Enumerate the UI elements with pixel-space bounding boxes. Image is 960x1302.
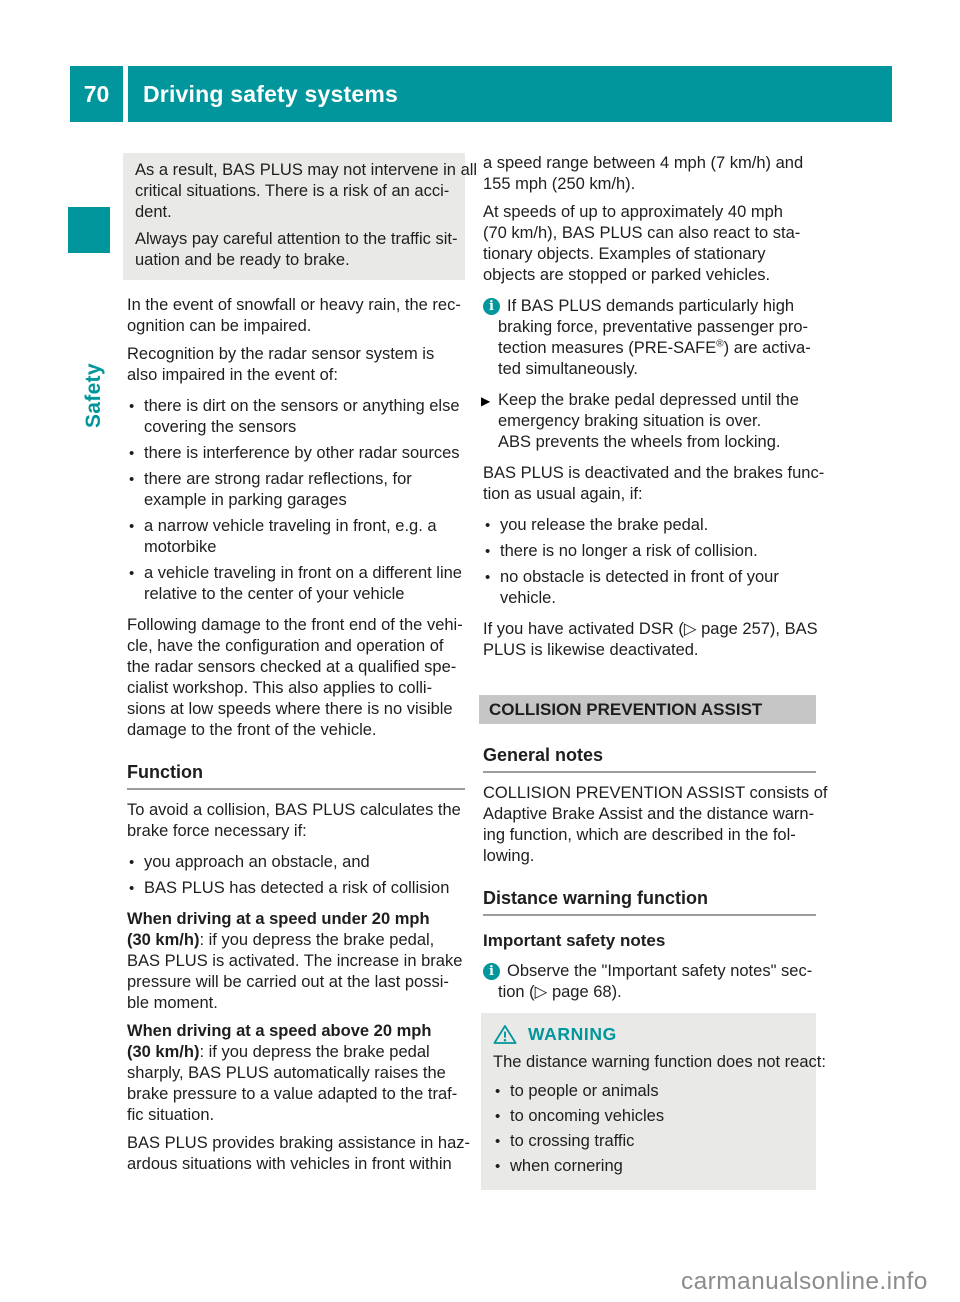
- warning-box: [481, 1013, 826, 1190]
- text-line: braking force, preventative passenger pro-: [498, 318, 809, 336]
- text-line: pressure will be carried out at the last possi-: [127, 973, 449, 991]
- info-icon: i: [483, 963, 500, 980]
- text-segment: (30 km/h): [127, 931, 200, 949]
- bullet-item: [127, 443, 465, 464]
- paragraph: [483, 783, 828, 867]
- bullet-icon: •: [495, 1133, 501, 1150]
- paragraph: [127, 909, 465, 1014]
- bullet-item: [127, 878, 465, 899]
- bullet-text: [510, 1106, 806, 1127]
- bullet-icon: •: [129, 880, 135, 897]
- bullet-icon: •: [129, 471, 135, 488]
- text-line: to crossing traffic: [510, 1132, 635, 1150]
- paragraph: [483, 463, 825, 505]
- text-line: [127, 930, 465, 951]
- instruction-step: [483, 390, 816, 453]
- bullet-text: [510, 1156, 806, 1177]
- text-segment: (30 km/h): [127, 1043, 200, 1061]
- paragraph: [483, 202, 816, 286]
- paragraph: [127, 1133, 471, 1175]
- text-line: vehicle.: [500, 589, 556, 607]
- bullet-text: [510, 1081, 806, 1102]
- text-line: emergency braking situation is over.: [498, 412, 762, 430]
- text-line: ardous situations with vehicles in front within: [127, 1155, 452, 1173]
- text-line: example in parking garages: [144, 491, 347, 509]
- text-line: motorbike: [144, 538, 217, 556]
- bullet-item: [493, 1106, 806, 1127]
- text-line: critical situations. There is a risk of an acci-: [135, 182, 450, 200]
- bullet-item: [483, 541, 816, 562]
- text-line: a vehicle traveling in front on a different line: [144, 564, 462, 582]
- text-line: [127, 909, 465, 930]
- bullet-text: [500, 515, 816, 536]
- text-line: Always pay careful attention to the traffic sit-: [135, 230, 458, 248]
- text-line: brake force necessary if:: [127, 822, 307, 840]
- text-line: brake pressure to a value adapted to the traf-: [127, 1085, 458, 1103]
- text-line: PLUS is likewise deactivated.: [483, 641, 699, 659]
- info-icon: i: [483, 298, 500, 315]
- paragraph: [135, 229, 458, 271]
- text-line: no obstacle is detected in front of your: [500, 568, 779, 586]
- text-line: objects are stopped or parked vehicles.: [483, 266, 771, 284]
- text-line: Following damage to the front end of the vehi-: [127, 616, 463, 634]
- chapter-sidebar-label: Safety: [82, 363, 105, 428]
- bullet-text: [144, 563, 465, 605]
- bullet-text: [144, 469, 465, 511]
- paragraph: [127, 800, 465, 842]
- bullet-item: [127, 516, 465, 558]
- text-line: cle, have the configuration and operation of: [127, 637, 444, 655]
- text-segment: When driving at a speed under 20 mph: [127, 910, 430, 928]
- bullet-icon: •: [495, 1108, 501, 1125]
- bullet-text: [144, 443, 465, 464]
- bullet-text: [500, 567, 816, 609]
- info-note: [483, 961, 816, 1003]
- text-line: Observe the "Important safety notes" sec-: [507, 962, 813, 980]
- text-line: COLLISION PREVENTION ASSIST consists of: [483, 784, 828, 802]
- text-line: to oncoming vehicles: [510, 1107, 665, 1125]
- section-title-bar: COLLISION PREVENTION ASSIST: [479, 695, 816, 724]
- text-line: The distance warning function does not react:: [493, 1053, 826, 1071]
- bullet-item: [493, 1156, 806, 1177]
- text-line: Keep the brake pedal depressed until the: [498, 391, 799, 409]
- bullet-icon: •: [129, 565, 135, 582]
- text-line: you approach an obstacle, and: [144, 853, 370, 871]
- text-line: tion (▷ page 68).: [498, 983, 622, 1001]
- text-line: ing function, which are described in the fol-: [483, 826, 796, 844]
- text-line: ted simultaneously.: [498, 360, 639, 378]
- bullet-list: [493, 1081, 806, 1177]
- paragraph: [127, 344, 465, 386]
- section-heading: Function: [127, 761, 465, 790]
- text-line: Recognition by the radar sensor system is: [127, 345, 435, 363]
- paragraph: [483, 619, 816, 661]
- bullet-icon: •: [129, 445, 135, 462]
- text-line: 155 mph (250 km/h).: [483, 175, 636, 193]
- page-number-box: [70, 66, 123, 122]
- text-line: (70 km/h), BAS PLUS can also react to sta-: [483, 224, 801, 242]
- text-line: there is no longer a risk of collision.: [500, 542, 758, 560]
- text-line: sions at low speeds where there is no visible: [127, 700, 453, 718]
- warning-header: [493, 1024, 806, 1045]
- bullet-icon: •: [129, 518, 135, 535]
- right-column: [481, 153, 828, 1190]
- bullet-item: [493, 1081, 806, 1102]
- text-line: cialist workshop. This also applies to colli-: [127, 679, 433, 697]
- bullet-icon: •: [485, 543, 491, 560]
- text-line: ognition can be impaired.: [127, 317, 312, 335]
- paragraph: [127, 295, 465, 337]
- warning-label: WARNING: [528, 1024, 617, 1044]
- text-line: Adaptive Brake Assist and the distance warn-: [483, 805, 815, 823]
- bullet-icon: •: [495, 1083, 501, 1100]
- text-line: If BAS PLUS demands particularly high: [507, 297, 795, 315]
- page-number: 70: [83, 80, 110, 107]
- bullet-text: [144, 878, 465, 899]
- text-line: ABS prevents the wheels from locking.: [498, 433, 781, 451]
- text-line: BAS PLUS is activated. The increase in brake: [127, 952, 463, 970]
- text-line: there is dirt on the sensors or anything else: [144, 397, 460, 415]
- warning-triangle-icon: [493, 1024, 517, 1045]
- text-line: sharply, BAS PLUS automatically raises the: [127, 1064, 446, 1082]
- paragraph: [127, 1021, 465, 1126]
- text-line: BAS PLUS has detected a risk of collision: [144, 879, 450, 897]
- paragraph: [135, 160, 478, 223]
- step-arrow-icon: ▶: [481, 394, 491, 408]
- bullet-item: [127, 469, 465, 511]
- text-line: tionary objects. Examples of stationary: [483, 245, 766, 263]
- bullet-list: [127, 396, 465, 605]
- bullet-icon: •: [129, 854, 135, 871]
- text-line: damage to the front of the vehicle.: [127, 721, 377, 739]
- bullet-item: [483, 515, 816, 536]
- section-heading: General notes: [483, 744, 816, 773]
- text-segment: : if you depress the brake pedal,: [199, 931, 435, 949]
- bullet-item: [127, 852, 465, 873]
- text-line: there are strong radar reflections, for: [144, 470, 412, 488]
- bullet-icon: •: [129, 398, 135, 415]
- bullet-text: [510, 1131, 806, 1152]
- text-line: [127, 1021, 465, 1042]
- text-line: BAS PLUS is deactivated and the brakes func-: [483, 464, 825, 482]
- text-segment: When driving at a speed above 20 mph: [127, 1022, 432, 1040]
- text-line: the radar sensors checked at a qualified spe-: [127, 658, 457, 676]
- bullet-text: [144, 852, 465, 873]
- bullet-icon: •: [485, 517, 491, 534]
- bullet-text: [144, 396, 465, 438]
- registered-mark: ®: [716, 338, 724, 350]
- text-line: [127, 1042, 465, 1063]
- bullet-text: [500, 541, 816, 562]
- text-line: As a result, BAS PLUS may not intervene in all: [135, 161, 478, 179]
- text-line: BAS PLUS provides braking assistance in haz-: [127, 1134, 471, 1152]
- paragraph: [127, 615, 465, 741]
- text-line: you release the brake pedal.: [500, 516, 709, 534]
- text-segment: : if you depress the brake pedal: [199, 1043, 430, 1061]
- bullet-text: [144, 516, 465, 558]
- paragraph: [483, 153, 816, 195]
- text-line: [498, 338, 816, 359]
- bullet-icon: •: [485, 569, 491, 586]
- text-line: a narrow vehicle traveling in front, e.g. a: [144, 517, 437, 535]
- text-line: covering the sensors: [144, 418, 297, 436]
- text-line: tion as usual again, if:: [483, 485, 643, 503]
- text-line: a speed range between 4 mph (7 km/h) and: [483, 154, 804, 172]
- bullet-icon: •: [495, 1158, 501, 1175]
- text-segment: ) are activa-: [723, 339, 811, 357]
- text-line: also impaired in the event of:: [127, 366, 338, 384]
- section-heading: Distance warning function: [483, 887, 816, 916]
- paragraph: [493, 1052, 826, 1073]
- text-line: To avoid a collision, BAS PLUS calculates the: [127, 801, 461, 819]
- chapter-color-tab: [68, 207, 110, 253]
- left-column: [127, 153, 478, 1182]
- text-line: lowing.: [483, 847, 535, 865]
- text-segment: tection measures (PRE-SAFE: [498, 339, 717, 357]
- chapter-title-bar: [128, 66, 892, 122]
- text-line: In the event of snowfall or heavy rain, the rec-: [127, 296, 461, 314]
- bullet-item: [493, 1131, 806, 1152]
- text-line: relative to the center of your vehicle: [144, 585, 405, 603]
- bullet-item: [127, 396, 465, 438]
- bullet-list: [127, 852, 465, 899]
- text-line: when cornering: [510, 1157, 623, 1175]
- text-line: ble moment.: [127, 994, 218, 1012]
- text-line: to people or animals: [510, 1082, 659, 1100]
- watermark: carmanualsonline.info: [681, 1268, 928, 1295]
- text-line: uation and be ready to brake.: [135, 251, 350, 269]
- info-note: [483, 296, 816, 380]
- sub-heading: Important safety notes: [483, 931, 666, 950]
- text-line: At speeds of up to approximately 40 mph: [483, 203, 783, 221]
- bullet-item: [483, 567, 816, 609]
- text-line: If you have activated DSR (▷ page 257), BAS: [483, 620, 818, 638]
- callout-box: [123, 153, 478, 280]
- text-line: fic situation.: [127, 1106, 215, 1124]
- chapter-title: Driving safety systems: [143, 80, 398, 107]
- text-line: dent.: [135, 203, 172, 221]
- text-line: there is interference by other radar sources: [144, 444, 460, 462]
- bullet-list: [483, 515, 816, 609]
- bullet-item: [127, 563, 465, 605]
